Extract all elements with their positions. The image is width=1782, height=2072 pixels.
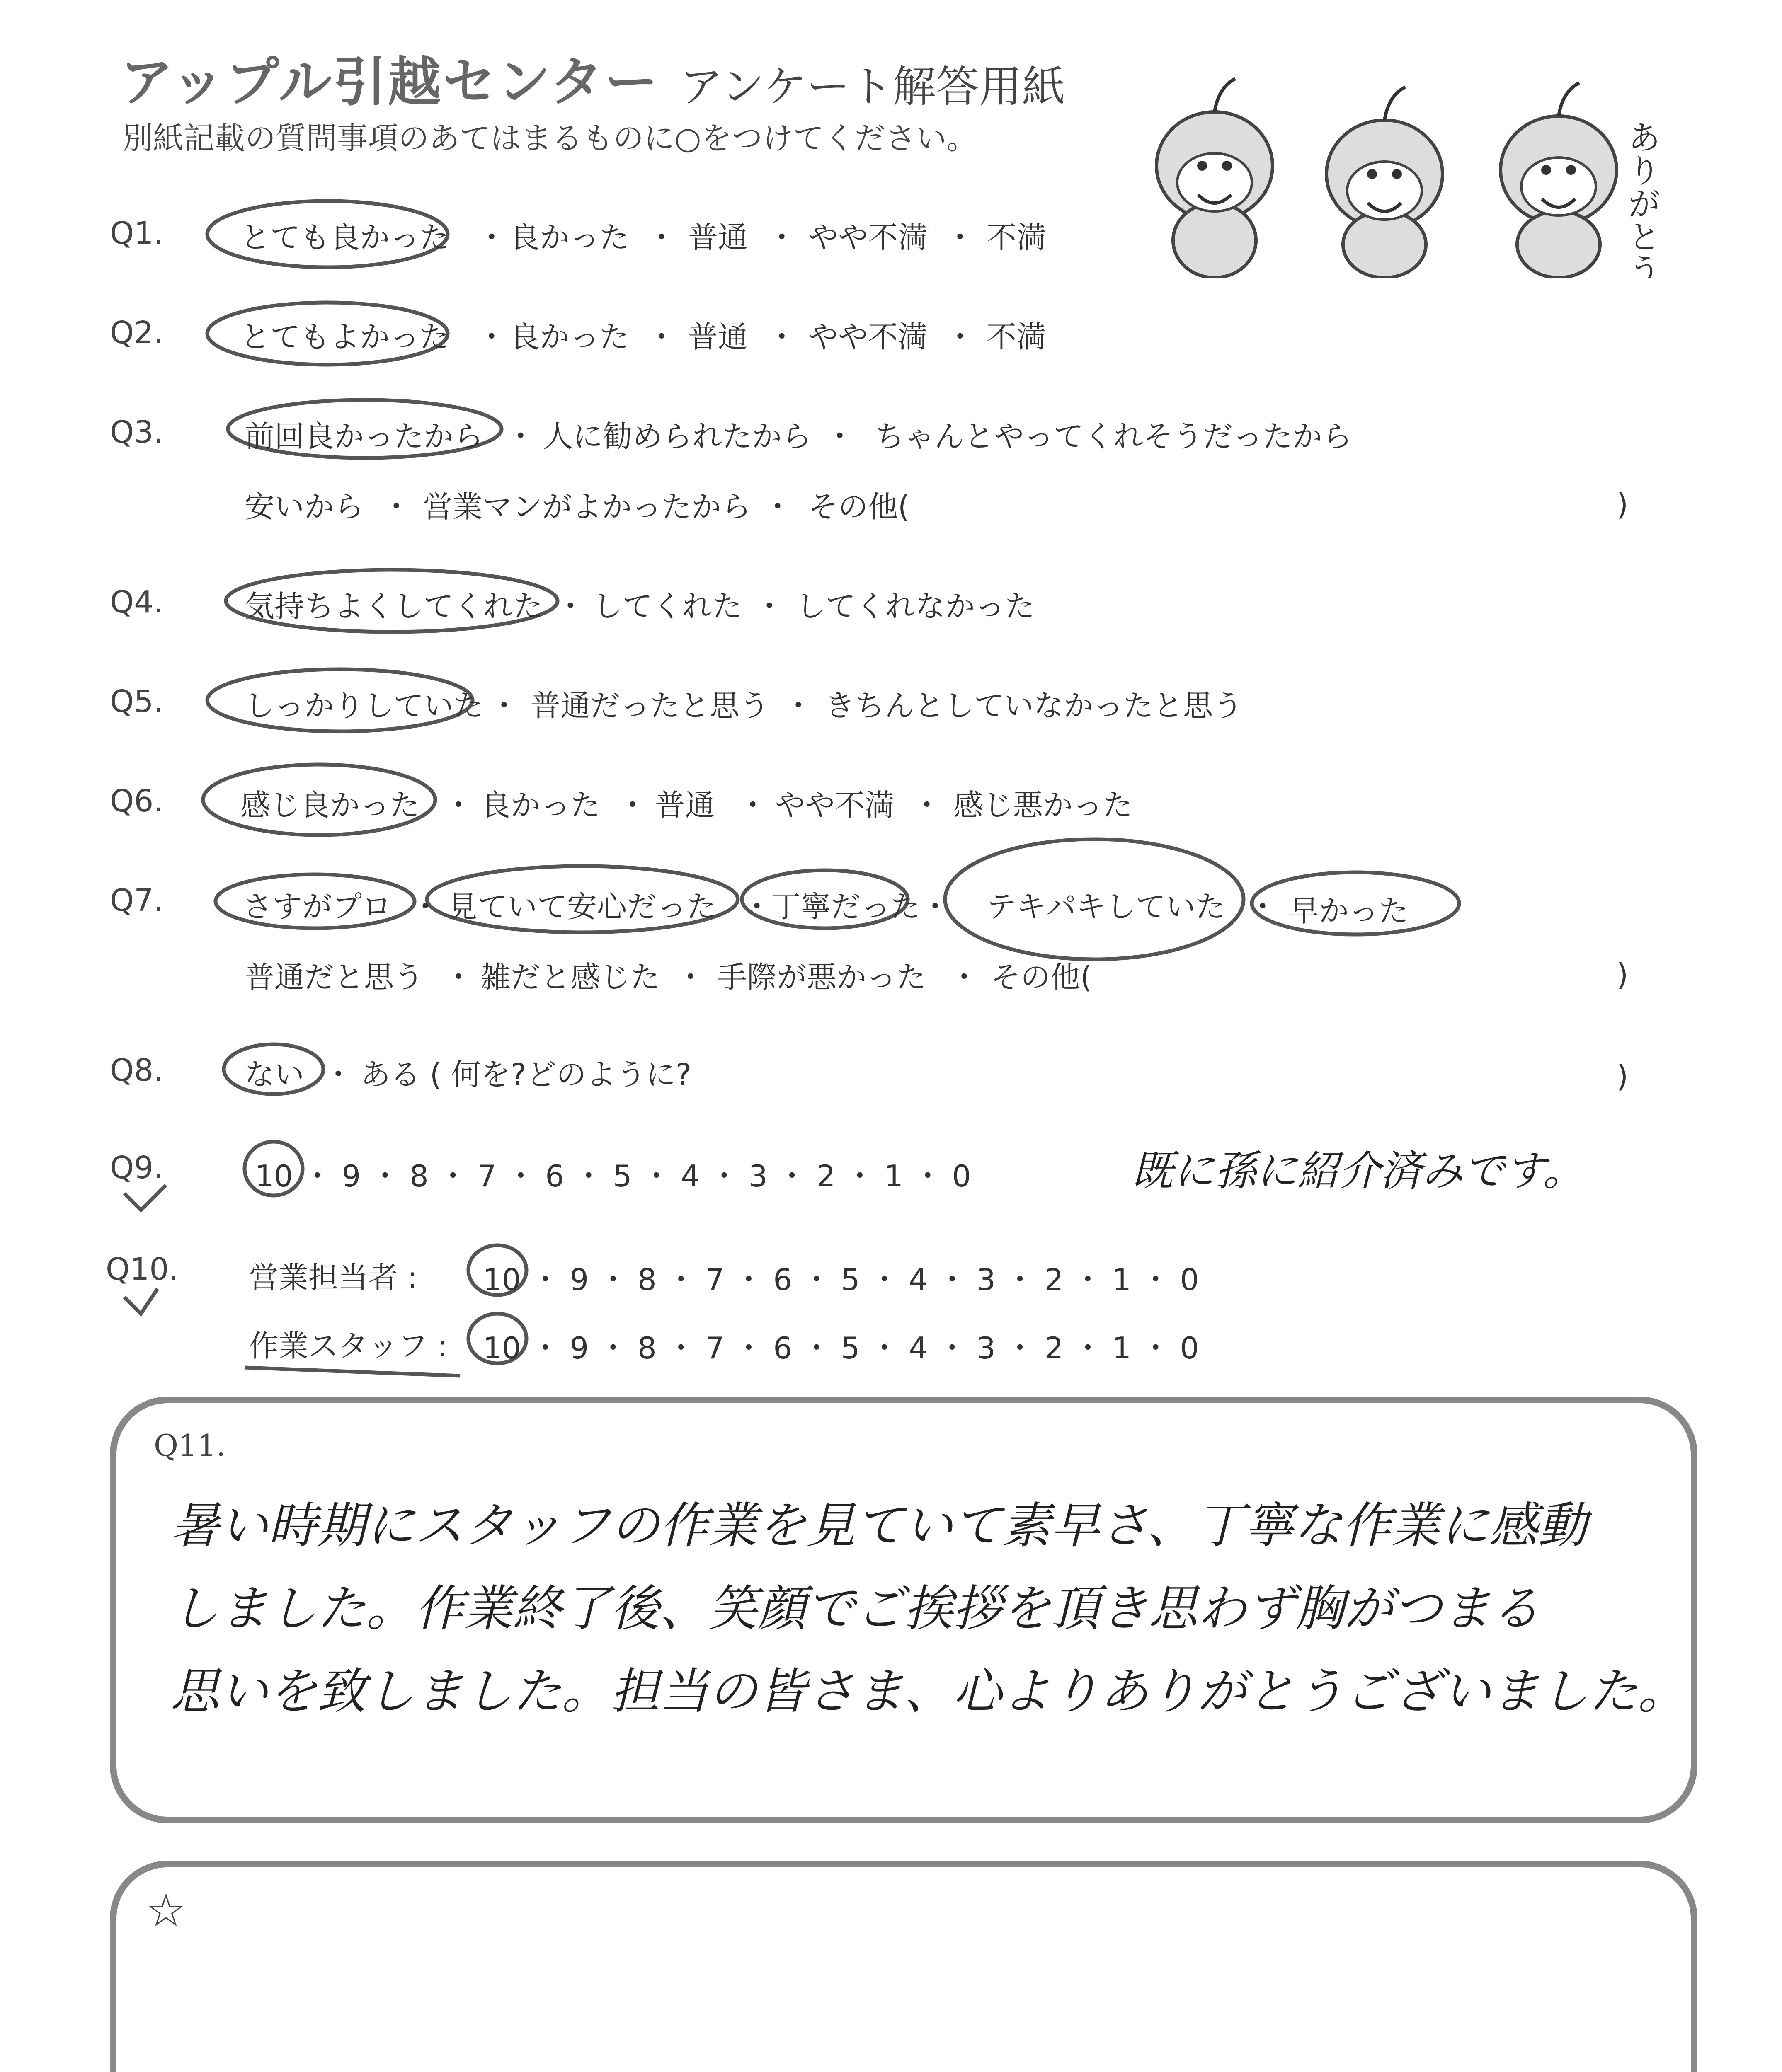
separator: ・ [945, 220, 975, 255]
q10-sales-label: 営業担当者 : [249, 1260, 418, 1295]
separator: ・ [945, 320, 975, 354]
form-subtitle: アンケート解答用紙 [680, 61, 1065, 112]
q10-staff-scale[interactable]: 10 ・ 9 ・ 8 ・ 7 ・ 6 ・ 5 ・ 4 ・ 3 ・ 2 ・ 1 ・ 0 [483, 1331, 1199, 1365]
q4-option-2[interactable]: してくれた [593, 589, 742, 624]
separator: ・ [381, 489, 412, 524]
q9-score-1[interactable]: 1 [884, 1159, 903, 1193]
q10-sales-score-10[interactable]: 10 [483, 1262, 521, 1297]
q6-label: Q6. [110, 783, 163, 819]
separator: ・ [676, 960, 706, 995]
separator: ・ [767, 220, 797, 255]
q7-option-7[interactable]: 雑だと感じた [481, 960, 660, 995]
instructions: 別紙記載の質問事項のあてはまるものに○をつけてください。 [122, 121, 977, 156]
q9-score-6[interactable]: 6 [545, 1159, 564, 1193]
q10-staff-score-2[interactable]: 2 [1044, 1331, 1064, 1365]
separator: ・ [506, 419, 536, 454]
separator: ・ [949, 960, 979, 995]
form-title: アップル引越センター [120, 51, 659, 113]
q10-label: Q10. [106, 1251, 179, 1287]
q10-staff-score-5[interactable]: 5 [841, 1331, 860, 1365]
q7-option-8[interactable]: 手際が悪かった [717, 960, 926, 995]
q2-option-5[interactable]: 不満 [987, 320, 1047, 354]
separator: ・ [618, 788, 648, 823]
q9-score-4[interactable]: 4 [681, 1159, 700, 1193]
q9-score-5[interactable]: 5 [613, 1159, 632, 1193]
q1-option-5[interactable]: 不満 [987, 220, 1047, 255]
q7-option-2[interactable]: 見ていて安心だった [448, 889, 717, 924]
q1-label: Q1. [110, 215, 163, 251]
q3-label: Q3. [110, 414, 163, 450]
q3-close-paren: ) [1617, 487, 1629, 522]
q10-staff-score-9[interactable]: 9 [570, 1331, 589, 1365]
separator: ・ [410, 889, 441, 924]
q6-option-3[interactable]: 普通 [655, 788, 715, 823]
q9-score-3[interactable]: 3 [748, 1159, 768, 1193]
q4-option-3[interactable]: してくれなかった [796, 589, 1035, 624]
q9-scale[interactable]: 10 ・ 9 ・ 8 ・ 7 ・ 6 ・ 5 ・ 4 ・ 3 ・ 2 ・ 1 ・ 0 [255, 1159, 971, 1193]
q2-option-1[interactable]: とてもよかった [240, 320, 450, 354]
q9-handwritten-note: 既に孫に紹介済みです。 [1132, 1147, 1584, 1195]
check-q10-icon [124, 1289, 158, 1314]
check-q9-icon [124, 1185, 166, 1210]
q7-option-1[interactable]: さすがプロ [242, 889, 392, 924]
separator: ・ [323, 1057, 354, 1092]
q10-staff-score-1[interactable]: 1 [1112, 1331, 1131, 1365]
q7-option-3[interactable]: 丁寧だった [771, 889, 921, 924]
q7-close-paren: ) [1617, 957, 1629, 992]
q3-option-4[interactable]: 安いから [245, 489, 364, 524]
q7-option-6[interactable]: 普通だと思う [245, 960, 424, 995]
q10-staff-label: 作業スタッフ : [249, 1329, 448, 1363]
separator: ・ [825, 419, 855, 454]
q9-score-10[interactable]: 10 [255, 1159, 293, 1193]
q7-option-4[interactable]: テキパキしていた [987, 889, 1226, 924]
separator: ・ [555, 589, 586, 624]
q3-option-3[interactable]: ちゃんとやってくれそうだったから [875, 419, 1353, 454]
q2-option-2[interactable]: 良かった [510, 320, 630, 354]
q8-close-paren: ) [1617, 1059, 1629, 1094]
q10-staff-score-4[interactable]: 4 [909, 1331, 928, 1365]
q2-option-3[interactable]: 普通 [688, 320, 748, 354]
q10-sales-score-2[interactable]: 2 [1044, 1262, 1064, 1297]
q1-option-2[interactable]: 良かった [510, 220, 630, 255]
q8-label: Q8. [110, 1053, 163, 1088]
q8-option-2[interactable]: ある ( 何を?どのように? [361, 1057, 692, 1092]
q10-sales-scale[interactable]: 10 ・ 9 ・ 8 ・ 7 ・ 6 ・ 5 ・ 4 ・ 3 ・ 2 ・ 1 ・ 0 [483, 1262, 1199, 1297]
underline-staff [245, 1368, 460, 1376]
q3-option-5[interactable]: 営業マンがよかったから [423, 489, 752, 524]
comment-box[interactable] [110, 1397, 1697, 1823]
q9-score-2[interactable]: 2 [816, 1159, 836, 1193]
separator: ・ [647, 320, 677, 354]
q5-option-3[interactable]: きちんとしていなかったと思う [825, 688, 1243, 723]
q4-label: Q4. [110, 584, 163, 620]
comment-line-2: しました。作業終了後、笑顔でご挨拶を頂き思わず胸がつまる [170, 1580, 1540, 1637]
q1-option-1[interactable]: とても良かった [240, 220, 450, 255]
comment-box-label: Q11. [154, 1428, 226, 1463]
q10-staff-score-6[interactable]: 6 [773, 1331, 792, 1365]
q10-sales-score-0[interactable]: 0 [1180, 1262, 1199, 1297]
q10-staff-score-8[interactable]: 8 [638, 1331, 657, 1365]
q7-option-5[interactable]: 早かった [1289, 893, 1409, 928]
q6-option-1[interactable]: 感じ良かった [240, 788, 420, 823]
separator: ・ [1248, 889, 1278, 924]
q7-option-other[interactable]: その他( [991, 960, 1092, 995]
separator: ・ [912, 788, 942, 823]
q8-option-1[interactable]: ない [245, 1057, 305, 1092]
q6-option-5[interactable]: 感じ悪かった [953, 788, 1133, 823]
q10-staff-score-10[interactable]: 10 [483, 1331, 521, 1365]
q5-option-2[interactable]: 普通だったと思う [531, 688, 770, 723]
q10-sales-score-8[interactable]: 8 [638, 1262, 657, 1297]
separator: ・ [477, 320, 507, 354]
star-icon: ☆ [145, 1884, 187, 1937]
q10-sales-score-4[interactable]: 4 [909, 1262, 928, 1297]
q9-score-8[interactable]: 8 [410, 1159, 429, 1193]
separator: ・ [920, 889, 950, 924]
q3-option-2[interactable]: 人に勧められたから [543, 419, 812, 454]
q9-score-0[interactable]: 0 [952, 1159, 971, 1193]
separator: ・ [763, 489, 793, 524]
q10-sales-score-7[interactable]: 7 [705, 1262, 725, 1297]
q10-sales-score-1[interactable]: 1 [1112, 1262, 1131, 1297]
q10-sales-score-9[interactable]: 9 [570, 1262, 589, 1297]
q9-score-7[interactable]: 7 [477, 1159, 497, 1193]
q3-option-1[interactable]: 前回良かったから [245, 419, 484, 454]
separator: ・ [754, 589, 785, 624]
separator: ・ [489, 688, 519, 723]
q3-option-other[interactable]: その他( [808, 489, 910, 524]
q5-option-1[interactable]: しっかりしていた [245, 688, 484, 723]
separator: ・ [738, 788, 768, 823]
comment-line-1: 暑い時期にスタッフの作業を見ていて素早さ、丁寧な作業に感動 [170, 1497, 1587, 1554]
separator: ・ [477, 220, 507, 255]
q9-score-9[interactable]: 9 [342, 1159, 361, 1193]
q4-option-1[interactable]: 気持ちよくしてくれた [245, 589, 543, 624]
separator: ・ [647, 220, 677, 255]
q2-label: Q2. [110, 315, 163, 351]
q2-option-4[interactable]: やや不満 [808, 320, 928, 354]
q1-option-4[interactable]: やや不満 [808, 220, 928, 255]
q5-label: Q5. [110, 684, 163, 719]
free-comment-box[interactable] [110, 1861, 1697, 2072]
separator: ・ [444, 960, 474, 995]
q10-sales-score-3[interactable]: 3 [976, 1262, 996, 1297]
separator: ・ [444, 788, 474, 823]
q10-staff-score-7[interactable]: 7 [705, 1331, 725, 1365]
q9-label: Q9. [110, 1150, 163, 1186]
separator: ・ [742, 889, 772, 924]
q10-staff-score-0[interactable]: 0 [1180, 1331, 1199, 1365]
q1-option-3[interactable]: 普通 [688, 220, 748, 255]
mascot-thanks-text: ありがとう [1622, 120, 1661, 278]
q7-label: Q7. [110, 883, 163, 918]
separator: ・ [783, 688, 814, 723]
q6-option-4[interactable]: やや不満 [775, 788, 895, 823]
comment-line-3: 思いを致しました。担当の皆さま、心よりありがとうございました。 [170, 1663, 1687, 1720]
q10-sales-score-5[interactable]: 5 [841, 1262, 860, 1297]
q10-sales-score-6[interactable]: 6 [773, 1262, 792, 1297]
separator: ・ [767, 320, 797, 354]
q6-option-2[interactable]: 良かった [481, 788, 601, 823]
q10-staff-score-3[interactable]: 3 [976, 1331, 996, 1365]
